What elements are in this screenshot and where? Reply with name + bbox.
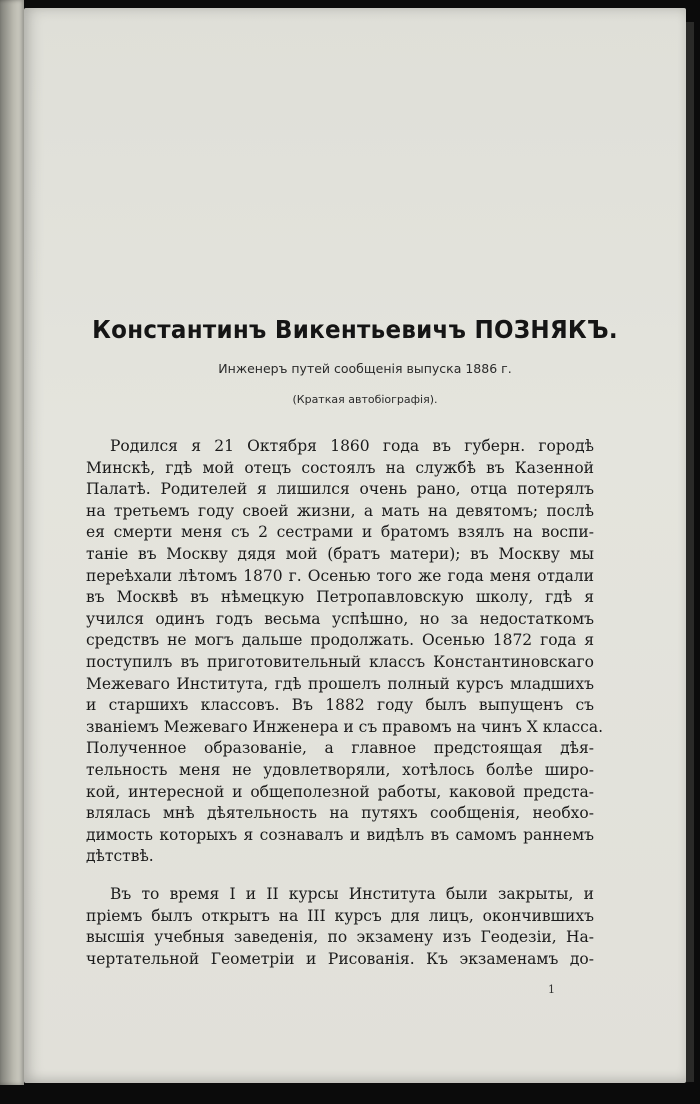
page-number: 1 (548, 983, 555, 996)
text-line: переѣхали лѣтомъ 1870 г. Осенью того же года меня отдали (86, 566, 594, 585)
text-line: пріемъ былъ открытъ на III курсъ для лицъ, окончившихъ (86, 906, 594, 925)
text-line: Родился я 21 Октября 1860 года въ губерн. городѣ (110, 437, 594, 455)
text-line: чертательной Геометріи и Рисованія. Къ экзаменамъ до- (86, 949, 594, 968)
text-line: средствъ не могъ дальше продолжать. Осенью 1872 года я (86, 631, 594, 650)
text-line: Полученное образованіе, а главное предстоящая дѣя- (86, 739, 594, 758)
text-line: Въ то время I и II курсы Института были закрыты, и (110, 885, 594, 903)
previous-page-edge (0, 0, 24, 1085)
text-line: димость которыхъ я сознавалъ и видѣлъ въ самомъ раннемъ (86, 825, 594, 844)
text-line: званіемъ Межеваго Инженера и съ правомъ на чинъ X класса. (86, 717, 604, 736)
text-line: ея смерти меня съ 2 сестрами и братомъ взялъ на воспи- (86, 523, 594, 542)
page-title: Константинъ Викентьевичъ ПОЗНЯКЪ. (92, 315, 618, 344)
text-line: учился одинъ годъ весьма успѣшно, но за недостаткомъ (86, 609, 594, 628)
text-line: влялась мнѣ дѣятельность на путяхъ сообщенія, необхо- (86, 804, 594, 823)
text-line: высшія учебныя заведенія, по экзамену изъ Геодезіи, На- (86, 928, 594, 947)
text-line: кой, интересной и общеполезной работы, каковой предста- (86, 782, 594, 801)
text-line: тельность меня не удовлетворяли, хотѣлось болѣе широ- (86, 761, 594, 779)
page-subtitle: Инженеръ путей сообщенія выпуска 1886 г. (218, 361, 512, 376)
text-line: Палатѣ. Родителей я лишился очень рано, отца потерялъ (86, 480, 594, 499)
text-line: таніе въ Москву дядя мой (братъ матери); въ Москву мы (86, 545, 594, 563)
page-shadow-edge (686, 22, 694, 1082)
book-page (24, 8, 686, 1083)
text-line: въ Москвѣ въ нѣмецкую Петропавловскую школу, гдѣ я (86, 588, 594, 607)
text-line: на третьемъ году своей жизни, а мать на девятомъ; послѣ (86, 501, 594, 520)
text-line: Минскѣ, гдѣ мой отецъ состоялъ на службѣ въ Казенной (86, 458, 594, 477)
text-line: дѣтствѣ. (86, 847, 154, 866)
text-line: Межеваго Института, гдѣ прошелъ полный курсъ младшихъ (86, 674, 594, 693)
page-note: (Краткая автобіографія). (292, 393, 438, 406)
text-line: и старшихъ классовъ. Въ 1882 году былъ выпущенъ съ (86, 696, 594, 715)
text-line: поступилъ въ приготовительный классъ Константиновскаго (86, 653, 594, 671)
